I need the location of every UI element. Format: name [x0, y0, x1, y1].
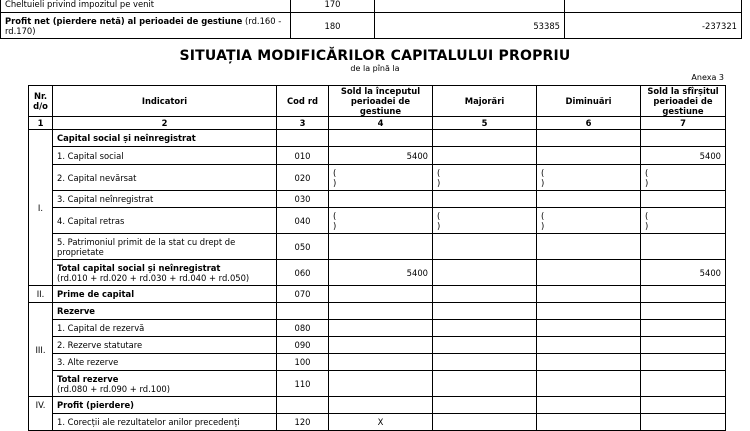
- col-header-majorari: Majorări: [433, 86, 537, 117]
- col-number: 5: [433, 117, 537, 130]
- row-code: 060: [277, 260, 329, 286]
- row-code: 070: [277, 286, 329, 303]
- sold-start-value: 5400: [329, 147, 433, 165]
- column-number-row: [29, 117, 726, 130]
- table-row: [29, 260, 726, 286]
- row-label: 1. Capital social: [53, 147, 277, 165]
- sold-end-value: 5400: [641, 260, 726, 286]
- row-code: 080: [277, 320, 329, 337]
- row-label-bold: Profit net (pierdere netă) al perioadei de gestiune: [5, 15, 243, 26]
- row-formula: (rd.080 + rd.090 + rd.100): [57, 383, 170, 394]
- row-label: 3. Alte rezerve: [53, 354, 277, 371]
- row-code: 170: [291, 0, 375, 13]
- table-row: [29, 191, 726, 208]
- col-header-indicatori: Indicatori: [53, 86, 277, 117]
- table-row: [29, 286, 726, 303]
- row-total-label: Total capital social și neînregistrat: [57, 262, 221, 273]
- row-label: [53, 371, 277, 397]
- col-header-sold-sfarsit: Sold la sfîrșitul perioadei de gestiune: [641, 86, 726, 117]
- row-label: [53, 260, 277, 286]
- row-code: 020: [277, 165, 329, 191]
- row-label: 4. Capital retras: [53, 208, 277, 234]
- table-row: [29, 130, 726, 147]
- row-code: 030: [277, 191, 329, 208]
- row-label: 5. Patrimoniul primit de la stat cu drept de proprietate: [53, 234, 277, 260]
- table-row: 4. Capital retras 040 ( ) ( ) ( ) ( ): [29, 208, 726, 234]
- row-label: 2. Rezerve statutare: [53, 337, 277, 354]
- sold-start-value: 5400: [329, 260, 433, 286]
- table-row: [1, 0, 742, 13]
- row-label: 3. Capital neînregistrat: [53, 191, 277, 208]
- profit-loss-table: [0, 0, 742, 39]
- row-label-formula-cont: rd.170): [5, 25, 36, 36]
- table-row: [29, 371, 726, 397]
- row-heading: Capital social și neînregistrat: [53, 130, 277, 147]
- row-code: 050: [277, 234, 329, 260]
- section-number: III.: [29, 303, 53, 397]
- col-number: 4: [329, 117, 433, 130]
- table-row: [29, 354, 726, 371]
- row-label: 2. Capital nevărsat: [53, 165, 277, 191]
- section-number: II.: [29, 286, 53, 303]
- row-label: Cheltuieli privind impozitul pe venit: [1, 0, 291, 13]
- row-code: 110: [277, 371, 329, 397]
- col-number: 3: [277, 117, 329, 130]
- row-value-1: [375, 0, 565, 13]
- col-number: 7: [641, 117, 726, 130]
- row-value-1: 53385: [375, 13, 565, 39]
- table-row: [29, 234, 726, 260]
- row-code: 090: [277, 337, 329, 354]
- row-heading: Rezerve: [53, 303, 277, 320]
- section-number: I.: [29, 130, 53, 286]
- row-code: 100: [277, 354, 329, 371]
- table-row: 2. Capital nevărsat 020 ( ) ( ) ( ) ( ): [29, 165, 726, 191]
- col-number: 1: [29, 117, 53, 130]
- sold-end-value: 5400: [641, 147, 726, 165]
- table-row: [29, 337, 726, 354]
- row-heading: Prime de capital: [53, 286, 277, 303]
- equity-changes-table: [28, 85, 726, 431]
- col-number: 6: [537, 117, 641, 130]
- row-label-formula: (rd.160 -: [242, 15, 282, 26]
- table-row: [29, 147, 726, 165]
- row-label: [1, 13, 291, 39]
- row-label: 1. Corecții ale rezultatelor anilor precedenți: [53, 414, 277, 431]
- table-row: [1, 13, 742, 39]
- col-header-cod: Cod rd: [277, 86, 329, 117]
- period-subtitle: de la pînă la: [350, 64, 400, 73]
- col-header-nr: Nr. d/o: [29, 86, 53, 117]
- annex-label: Anexa 3: [691, 73, 724, 82]
- col-header-diminuari: Diminuări: [537, 86, 641, 117]
- row-formula: (rd.010 + rd.020 + rd.030 + rd.040 + rd.050): [57, 272, 250, 283]
- row-code: 040: [277, 208, 329, 234]
- row-code: 120: [277, 414, 329, 431]
- col-header-sold-inceput: Sold la începutul perioadei de gestiune: [329, 86, 433, 117]
- sold-start-value: X: [329, 414, 433, 431]
- row-code: 010: [277, 147, 329, 165]
- table-row: [29, 303, 726, 320]
- page-title: SITUAȚIA MODIFICĂRILOR CAPITALULUI PROPRIU: [179, 48, 571, 64]
- row-heading: Profit (pierdere): [53, 397, 277, 414]
- row-code: 180: [291, 13, 375, 39]
- table-row: [29, 320, 726, 337]
- col-number: 2: [53, 117, 277, 130]
- row-label: 1. Capital de rezervă: [53, 320, 277, 337]
- row-value-2: [565, 0, 742, 13]
- table-row: [29, 397, 726, 414]
- row-total-label: Total rezerve: [57, 373, 119, 384]
- header-row: [29, 86, 726, 117]
- section-number: IV.: [29, 397, 53, 431]
- row-value-2: -237321: [565, 13, 742, 39]
- table-row: [29, 414, 726, 431]
